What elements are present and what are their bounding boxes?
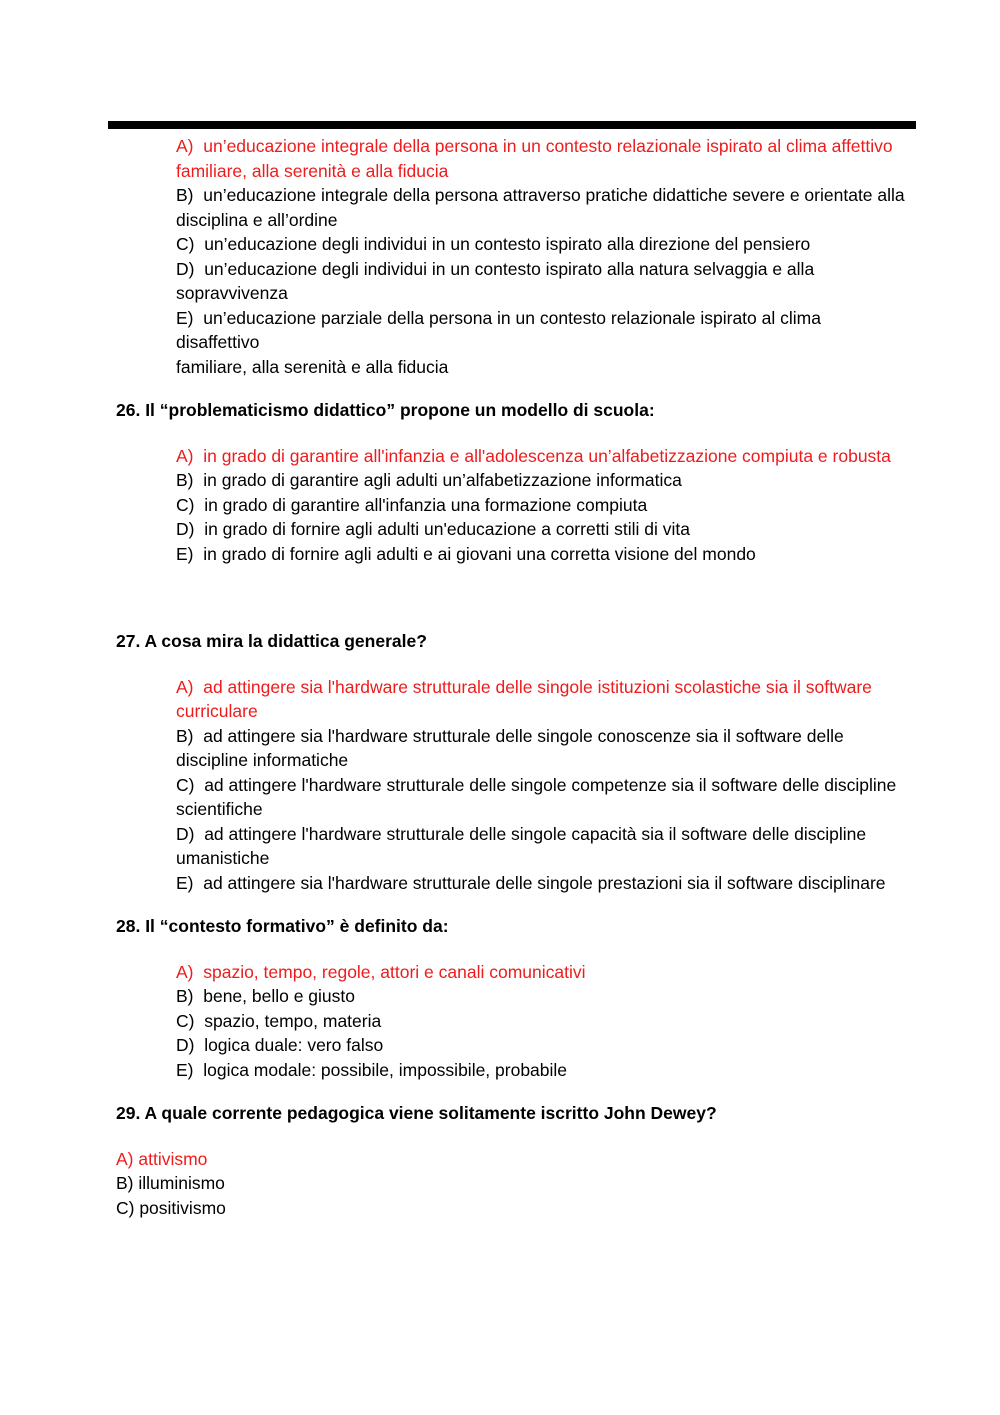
q26-option-a: A) in grado di garantire all'infanzia e all'adolescenza un’alfabetizzazione compiuta e robusta [176, 445, 891, 466]
q27-option-a: A) ad attingere sia l'hardware strutturale delle singole istituzioni scolastiche sia il software curriculare [176, 676, 877, 721]
q27-question: 27. A cosa mira la didattica generale? [116, 631, 427, 651]
q28-options [176, 960, 916, 1083]
q26-option-b: B) in grado di garantire agli adulti un’alfabetizzazione informatica [176, 470, 682, 490]
q26-question: 26. Il “problematicismo didattico” propone un modello di scuola: [116, 400, 655, 420]
q29-option-c: C) positivismo [116, 1197, 226, 1218]
q25-option-d: D) un’educazione degli individui in un contesto ispirato alla natura selvaggia e alla sopravvivenza [176, 258, 820, 303]
q25-option-e-continuation: familiare, alla serenità e alla fiducia [176, 356, 449, 377]
q27-option-d: D) ad attingere l'hardware strutturale delle singole capacità sia il software delle discipline umanistiche [176, 823, 871, 868]
q27-option-e: E) ad attingere sia l'hardware strutturale delle singole prestazioni sia il software disciplinare [176, 872, 886, 893]
q25-option-c: C) un’educazione degli individui in un contesto ispirato alla direzione del pensiero [176, 234, 811, 254]
q29-question: 29. A quale corrente pedagogica viene solitamente iscritto John Dewey? [116, 1103, 717, 1123]
q27-option-b: B) ad attingere sia l'hardware strutturale delle singole conoscenze sia il software delle discipline informatiche [176, 725, 849, 770]
header-rule [108, 121, 916, 129]
q25-option-e: E) un’educazione parziale della persona in un contesto relazionale ispirato al clima disaffettivo [176, 307, 826, 352]
q28-option-e: E) logica modale: possibile, impossibile, probabile [176, 1059, 568, 1080]
q26-options [176, 444, 916, 567]
document-body [116, 134, 916, 1220]
q27-options [176, 675, 916, 896]
q29-option-b: B) illuminismo [116, 1173, 225, 1193]
q25-option-b: B) un’educazione integrale della persona attraverso pratiche didattiche severe e orientate alla disciplina e all’ordine [176, 185, 910, 230]
q28-option-d: D) logica duale: vero falso [176, 1035, 384, 1055]
q28-option-b: B) bene, bello e giusto [176, 986, 356, 1006]
q26-option-d: D) in grado di fornire agli adulti un'educazione a corretti stili di vita [176, 519, 691, 539]
q29-option-a: A) attivismo [116, 1148, 208, 1169]
q26-option-e: E) in grado di fornire agli adulti e ai giovani una corretta visione del mondo [176, 543, 756, 564]
q27-option-c: C) ad attingere l'hardware strutturale delle singole competenze sia il software delle discipline scientifiche [176, 774, 902, 819]
q26-option-c: C) in grado di garantire all'infanzia una formazione compiuta [176, 494, 648, 515]
q28-question: 28. Il “contesto formativo” è definito da: [116, 916, 449, 936]
q25-options [176, 134, 916, 379]
q29-options [116, 1147, 916, 1221]
q25-option-a: A) un’educazione integrale della persona in un contesto relazionale ispirato al clima affettivo familiare, alla serenità e alla fiducia [176, 136, 898, 181]
q28-option-a: A) spazio, tempo, regole, attori e canali comunicativi [176, 961, 586, 982]
q28-option-c: C) spazio, tempo, materia [176, 1010, 382, 1031]
